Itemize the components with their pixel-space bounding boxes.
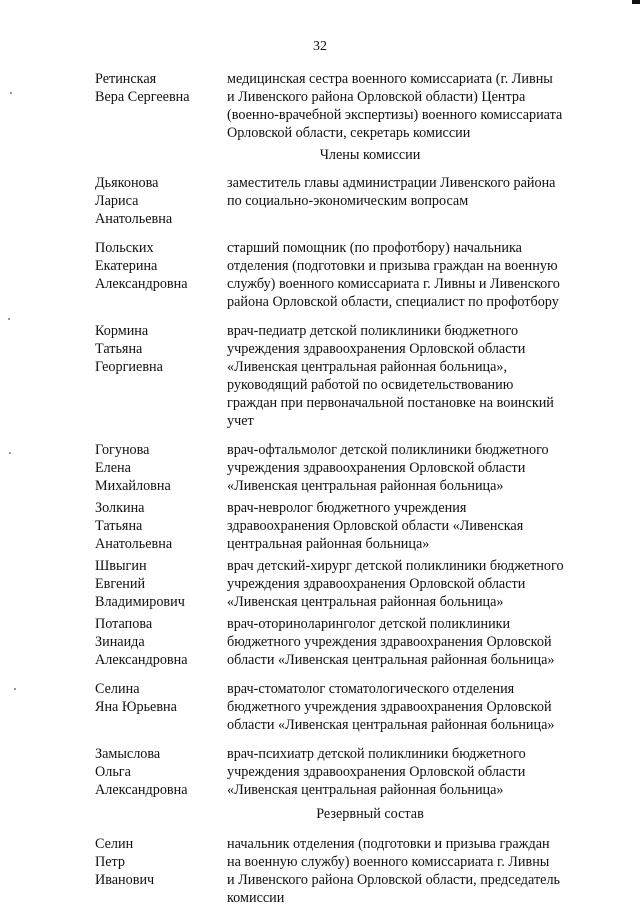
member-entry-8 (95, 680, 615, 734)
member-entry-3 (95, 322, 615, 430)
scan-speck (8, 318, 10, 320)
member-name: Селина Яна Юрьевна (95, 681, 177, 715)
page-number: 32 (313, 39, 327, 54)
member-role: заместитель главы администрации Ливенского района по социально-экономическим вопросам (227, 175, 556, 209)
member-name: Замыслова Ольга Александровна (95, 746, 188, 798)
member-name: Ретинская Вера Сергеевна (95, 71, 190, 105)
member-entry-2 (95, 239, 615, 311)
member-name: Золкина Татьяна Анатольевна (95, 500, 173, 552)
member-name: Кормина Татьяна Георгиевна (95, 323, 163, 375)
member-entry-10 (95, 835, 615, 907)
member-entry-9 (95, 745, 615, 799)
member-entry-0 (95, 70, 615, 142)
member-role: врач детский-хирург детской поликлиники бюджетного учреждения здравоохранения Орловской области «Ливенская центральная районная больница» (227, 558, 564, 610)
member-name: Дьяконова Лариса Анатольевна (95, 175, 173, 227)
member-role: начальник отделения (подготовки и призыва граждан на военную службу) военного комиссариата г. Ливны и Ливенского района Орловской области, председатель комиссии (227, 836, 560, 906)
commission-list (95, 70, 615, 907)
member-name: Гогунова Елена Михайловна (95, 442, 171, 494)
scan-speck (14, 688, 16, 690)
member-name: Швыгин Евгений Владимирович (95, 558, 185, 610)
scan-speck (10, 92, 12, 94)
member-role: врач-оториноларинголог детской поликлиники бюджетного учреждения здравоохранения Орловской области «Ливенская центральная районная больница» (227, 616, 555, 668)
member-role: врач-педиатр детской поликлиники бюджетного учреждения здравоохранения Орловской области «Ливенская центральная районная больница», руководящий работой по освидетельствованию граждан при первоначальной постановке на воинский учет (227, 323, 554, 429)
member-role: врач-стоматолог стоматологического отделения бюджетного учреждения здравоохранения Орловской области «Ливенская центральная районная больница» (227, 681, 555, 733)
member-role: врач-невролог бюджетного учреждения здравоохранения Орловской области «Ливенская центральная районная больница» (227, 500, 524, 552)
members-section-title: Члены комиссии (319, 147, 421, 163)
reserve-section-title: Резервный состав (316, 806, 424, 822)
scan-corner-mark (632, 0, 640, 4)
member-name: Потапова Зинаида Александровна (95, 616, 188, 668)
member-entry-1 (95, 174, 615, 228)
member-role: медицинская сестра военного комиссариата (г. Ливны и Ливенского района Орловской области) Центра (военно-врачебной экспертизы) военного комиссариата Орловской области, секретарь комиссии (227, 71, 563, 141)
member-role: врач-офтальмолог детской поликлиники бюджетного учреждения здравоохранения Орловской области «Ливенская центральная районная больница» (227, 442, 549, 494)
member-name: Селин Петр Иванович (95, 836, 155, 888)
scan-speck (9, 452, 11, 454)
member-role: старший помощник (по профотбору) начальника отделения (подготовки и призыва граждан на военную службу) военного комиссариата г. Ливны и Ливенского района Орловской области, специалист по профотбору (227, 240, 560, 310)
member-entry-7 (95, 615, 615, 669)
member-role: врач-психиатр детской поликлиники бюджетного учреждения здравоохранения Орловской области «Ливенская центральная районная больница» (227, 746, 526, 798)
member-entry-6 (95, 557, 615, 611)
member-entry-4 (95, 441, 615, 495)
member-entry-5 (95, 499, 615, 553)
member-name: Польских Екатерина Александровна (95, 240, 188, 292)
